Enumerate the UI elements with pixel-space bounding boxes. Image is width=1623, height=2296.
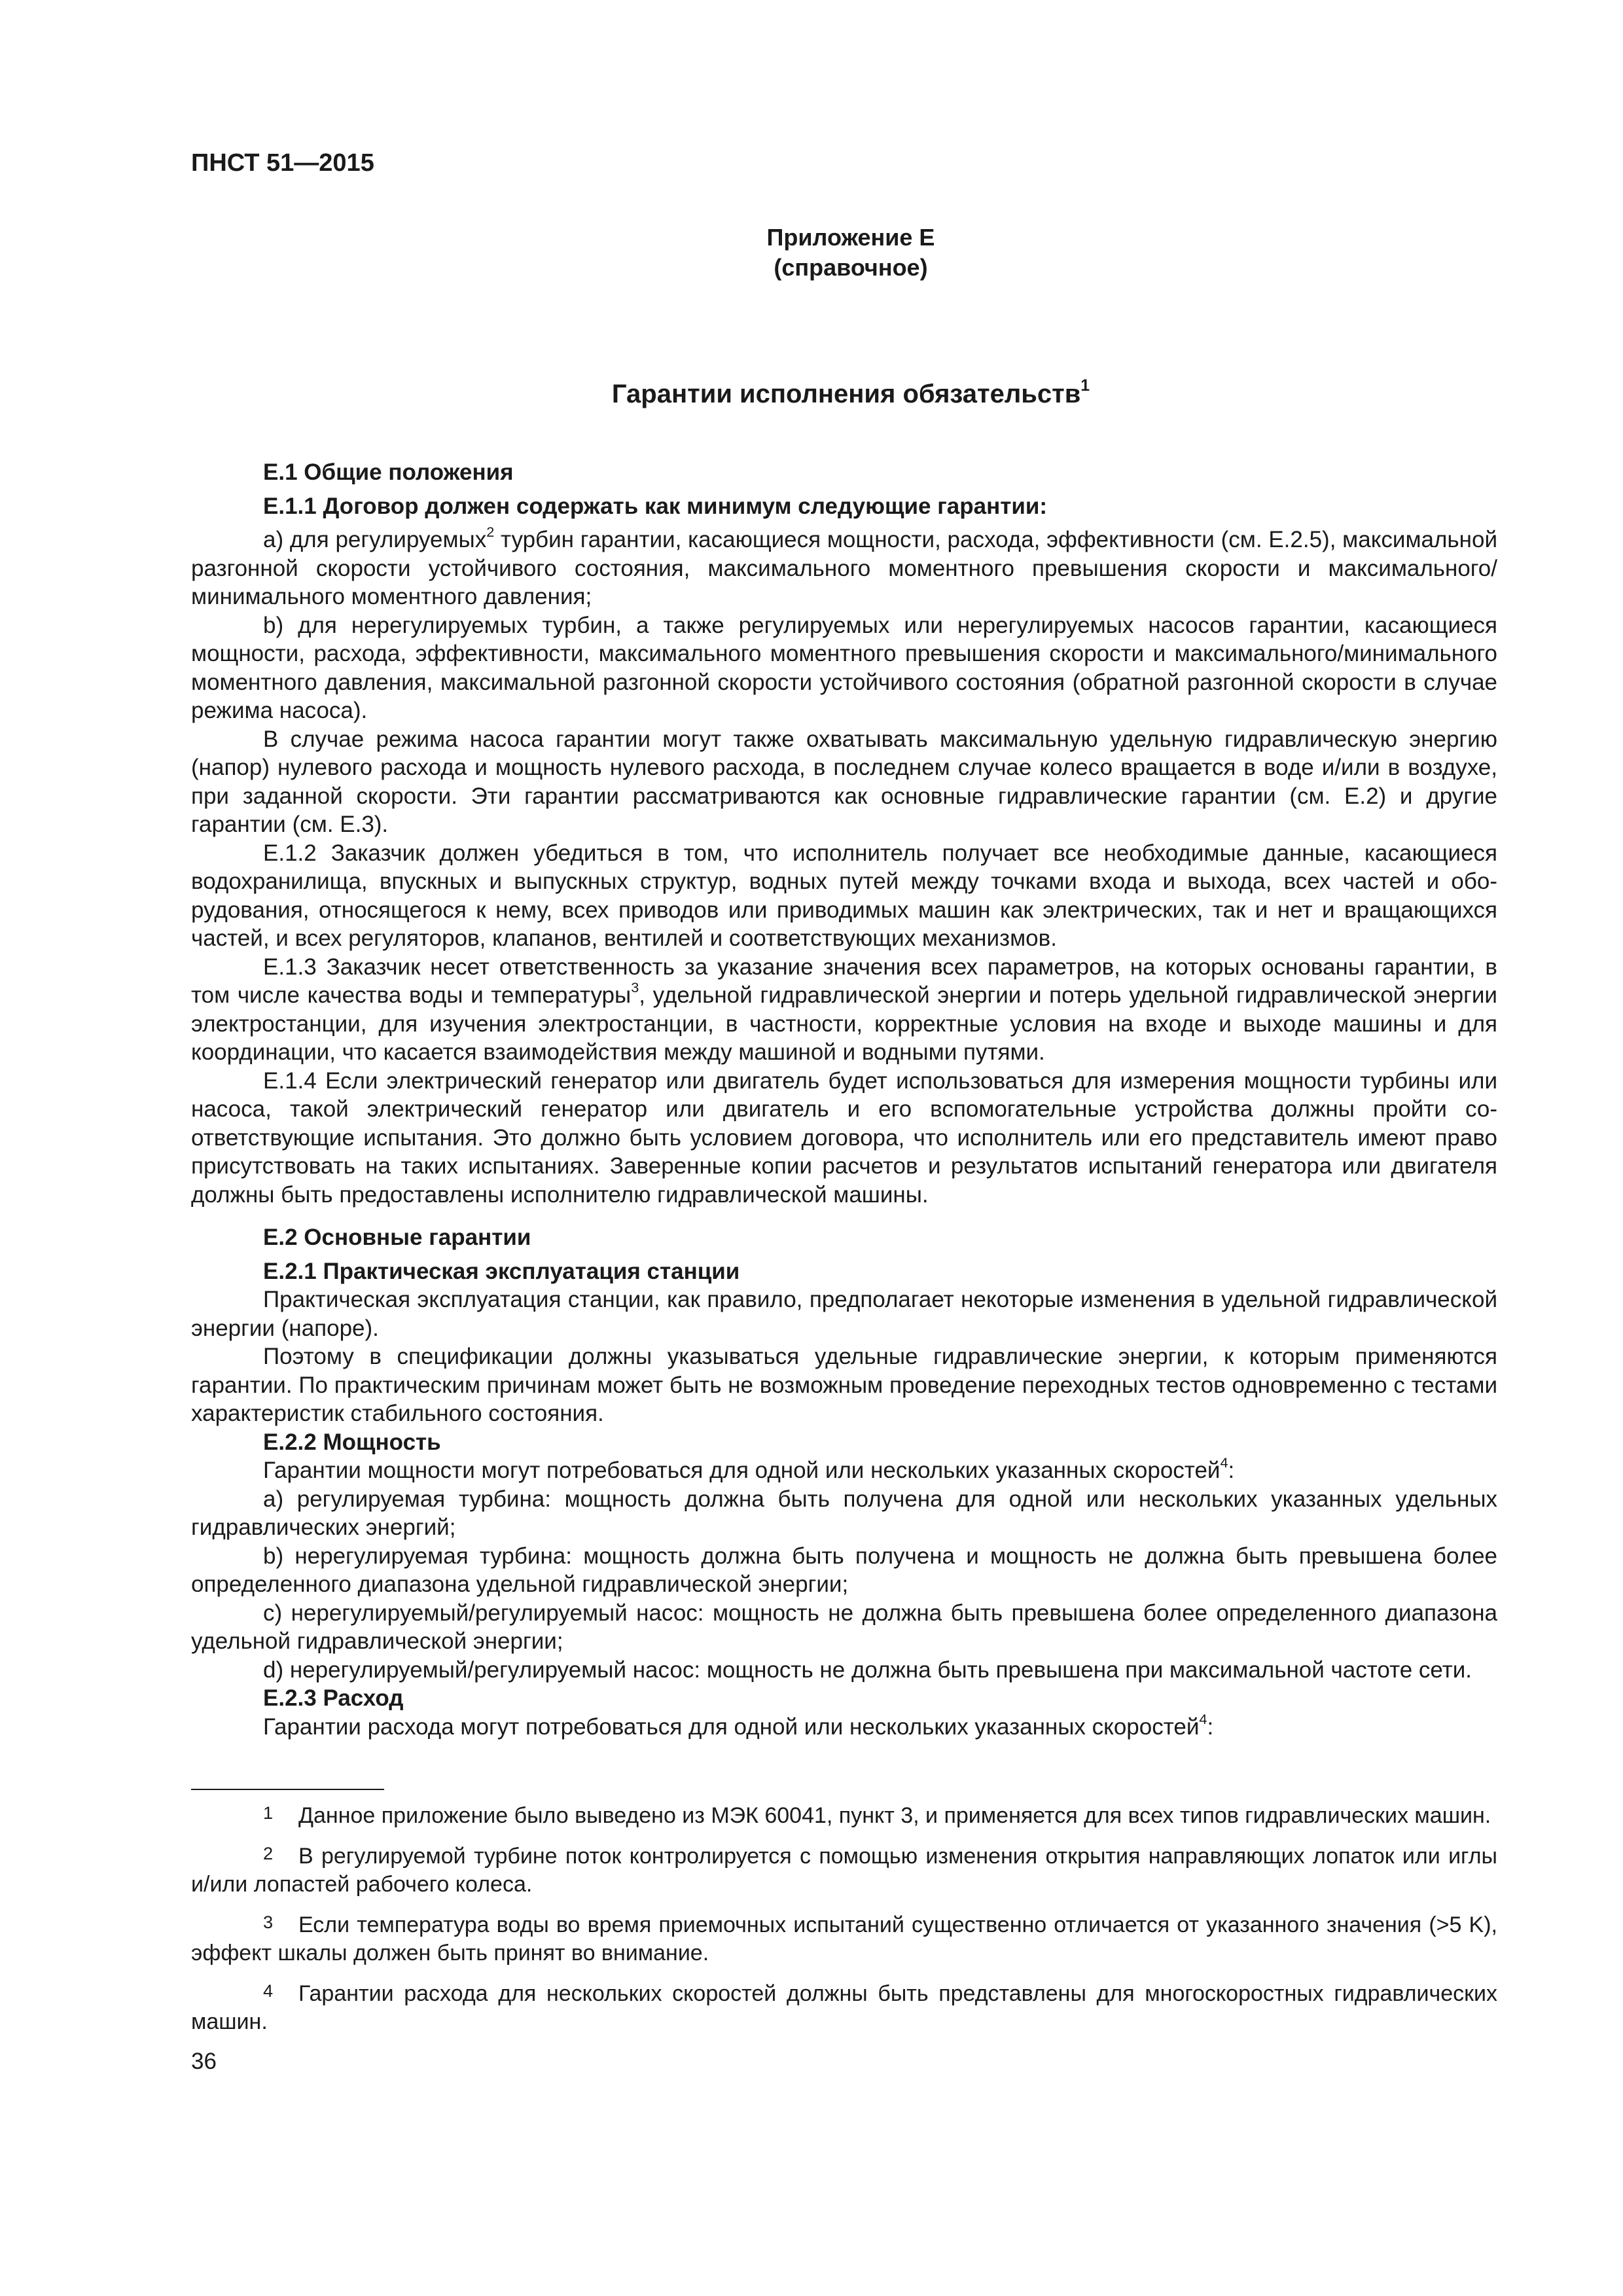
section-heading-e2: Е.2 Основные гарантии <box>263 1225 531 1250</box>
footnote-number: 2 <box>263 1843 274 1863</box>
footnote-number: 3 <box>263 1912 274 1932</box>
appendix-label <box>0 223 1623 283</box>
footnote-ref: 3 <box>631 979 639 996</box>
footnote-divider <box>191 1789 384 1790</box>
text-run: Е.1.3 Заказчик несет ответственность за указание значения всех параметров, на которых основаны гарантии, в том числе качества воды и температуры <box>191 954 1497 1008</box>
paragraph-pump-mode: В случае режима насоса гарантии могут также охватывать максимальную удельную гидравлическую энергию (напор) нулевого расхода и мощность нулевого расхода, в последнем случае колесо вращается в воде и/или в воздухе, при заданной скорости. Эти гарантии рассматриваются как основные гидравлические гарантии (см. Е.2) и другие гарантии (см. Е.3). <box>191 726 1497 837</box>
page-title-text: Гарантии исполнения обязательств <box>611 380 1081 408</box>
footnote-text: В регулируемой турбине поток контролируется с помощью изменения открытия направляющих лопаток или иглы и/или лопастей рабочего колеса. <box>191 1844 1497 1897</box>
footnote-ref: 2 <box>486 524 495 541</box>
footnote-ref: 4 <box>1220 1454 1228 1471</box>
section-heading-e22: Е.2.2 Мощность <box>263 1429 441 1455</box>
document-body <box>191 458 1497 1741</box>
paragraph-e22-c: с) нерегулируемый/регулируемый насос: мощность не должна быть превышена более определенного диапазона удельной гидравлической энергии; <box>191 1600 1497 1654</box>
footnote-text: Данное приложение было выведено из МЭК 60041, пункт 3, и применяется для всех типов гидравлических машин. <box>298 1803 1491 1828</box>
paragraph-e21-1: Практическая эксплуатация станции, как правило, предполагает некоторые изменения в удельной гидравлической энергии (напоре). <box>191 1287 1497 1341</box>
page-title <box>0 376 1623 409</box>
paragraph-e23-intro <box>191 1710 1497 1742</box>
paragraph-e12: Е.1.2 Заказчик должен убедиться в том, что исполнитель получает все необходимые данные, касающиеся водохранилища, впускных и выпускных структур, водных путей между точками входа и выхода, всех частей и оборудования, относящегося к нему, всех приводов или приводимых машин как электрических, так и нет и вращающихся частей, и всех регуляторов, клапанов, вентилей и соответствующих механизмов. <box>191 840 1497 951</box>
text-run: Гарантии расхода могут потребоваться для одной или нескольких указанных скоростей <box>263 1713 1200 1740</box>
paragraph-e22-b: b) нерегулируемая турбина: мощность должна быть получена и мощность не должна быть превышена более определенного диапазона удельной гидравлической энергии; <box>191 1543 1497 1597</box>
footnote-number: 1 <box>263 1803 274 1823</box>
paragraph-e11-a <box>191 526 1497 611</box>
text-run: : <box>1228 1458 1235 1483</box>
document-code: ПНСТ 51—2015 <box>191 149 374 177</box>
paragraph-e22-d: d) нерегулируемый/регулируемый насос: мощность не должна быть превышена при максимальной частоте сети. <box>263 1657 1472 1683</box>
footnote-text: Гарантии расхода для нескольких скоростей должны быть представлены для многоскоростных гидравлических машин. <box>191 1981 1497 2034</box>
section-heading-e21: Е.2.1 Практическая эксплуатация станции <box>263 1258 740 1284</box>
appendix-type: (справочное) <box>774 254 928 281</box>
footnote <box>191 1908 1497 1967</box>
section-heading-e23: Е.2.3 Расход <box>263 1685 404 1711</box>
text-run: турбин гарантии, касающиеся мощности, расхода, эффективности (см. Е.2.5), максимальной разгонной скорости устойчивого состояния, максимального моментного превышения скорости и максимального/минимального моментного давления; <box>191 527 1497 609</box>
section-heading-e1: Е.1 Общие положения <box>263 459 514 485</box>
section-heading-e11: Е.1.1 Договор должен содержать как минимум следующие гарантии: <box>263 493 1048 519</box>
paragraph-e22-a: а) регулируемая турбина: мощность должна быть получена для одной или нескольких указанных удельных гидравлических энергий; <box>191 1486 1497 1540</box>
footnote-ref: 1 <box>1080 376 1090 395</box>
footnote-number: 4 <box>263 1981 274 2001</box>
appendix-title: Приложение Е <box>766 224 935 251</box>
paragraph-e22-intro <box>191 1456 1497 1485</box>
footnote-text: Если температура воды во время приемочных испытаний существенно отличается от указанного значения (>5 K), эффект шкалы должен быть принят во внимание. <box>191 1912 1497 1965</box>
footnote-ref: 4 <box>1199 1710 1207 1727</box>
page-number: 36 <box>191 2049 217 2074</box>
footnote <box>191 1799 1497 1830</box>
paragraph-e13 <box>191 953 1497 1067</box>
paragraph-e11-b: b) для нерегулируемых турбин, а также регулируемых или нерегулируемых насосов гарантии, касающиеся мощности, расхода, эффективности, максимального моментного превышения скорости и максимального/минимального моментного давления, максимальной разгонной скорости устойчивого состояния (обратной разгонной скорости в случае режима насоса). <box>191 612 1497 723</box>
text-run: Гарантии мощности могут потребоваться для одной или нескольких указанных скоростей <box>263 1458 1221 1483</box>
text-run: : <box>1207 1713 1214 1740</box>
footnote <box>191 1839 1497 1899</box>
paragraph-e14: Е.1.4 Если электрический генератор или двигатель будет использоваться для измерения мощности турбины или насоса, такой электрический генератор или двигатель и его вспомогательные устройства должны пройти соответствующие испытания. Это должно быть условием договора, что исполнитель или его представитель имеют право присутствовать на таких испытаниях. Заверенные копии расчетов и результатов испытаний генератора или двигателя должны быть предоставлены исполнителю гидравлической машины. <box>191 1067 1497 1208</box>
text-run: , удельной гидравлической энергии и потерь удельной гидравлической энергии электростанции, для изучения электростанции, в частности, корректные условия на входе и выходе машины и для координации, что касается взаимодействия между машиной и водными путями. <box>191 982 1497 1065</box>
text-run: а) для регулируемых <box>263 527 487 552</box>
footnote <box>191 1977 1497 2036</box>
footnotes <box>191 1799 1497 2045</box>
paragraph-e21-2: Поэтому в спецификации должны указываться удельные гидравлические энергии, к которым применяются гарантии. По практическим причинам может быть не возможным проведение переходных тестов одновременно с тестами характеристик стабильного состояния. <box>191 1344 1497 1426</box>
